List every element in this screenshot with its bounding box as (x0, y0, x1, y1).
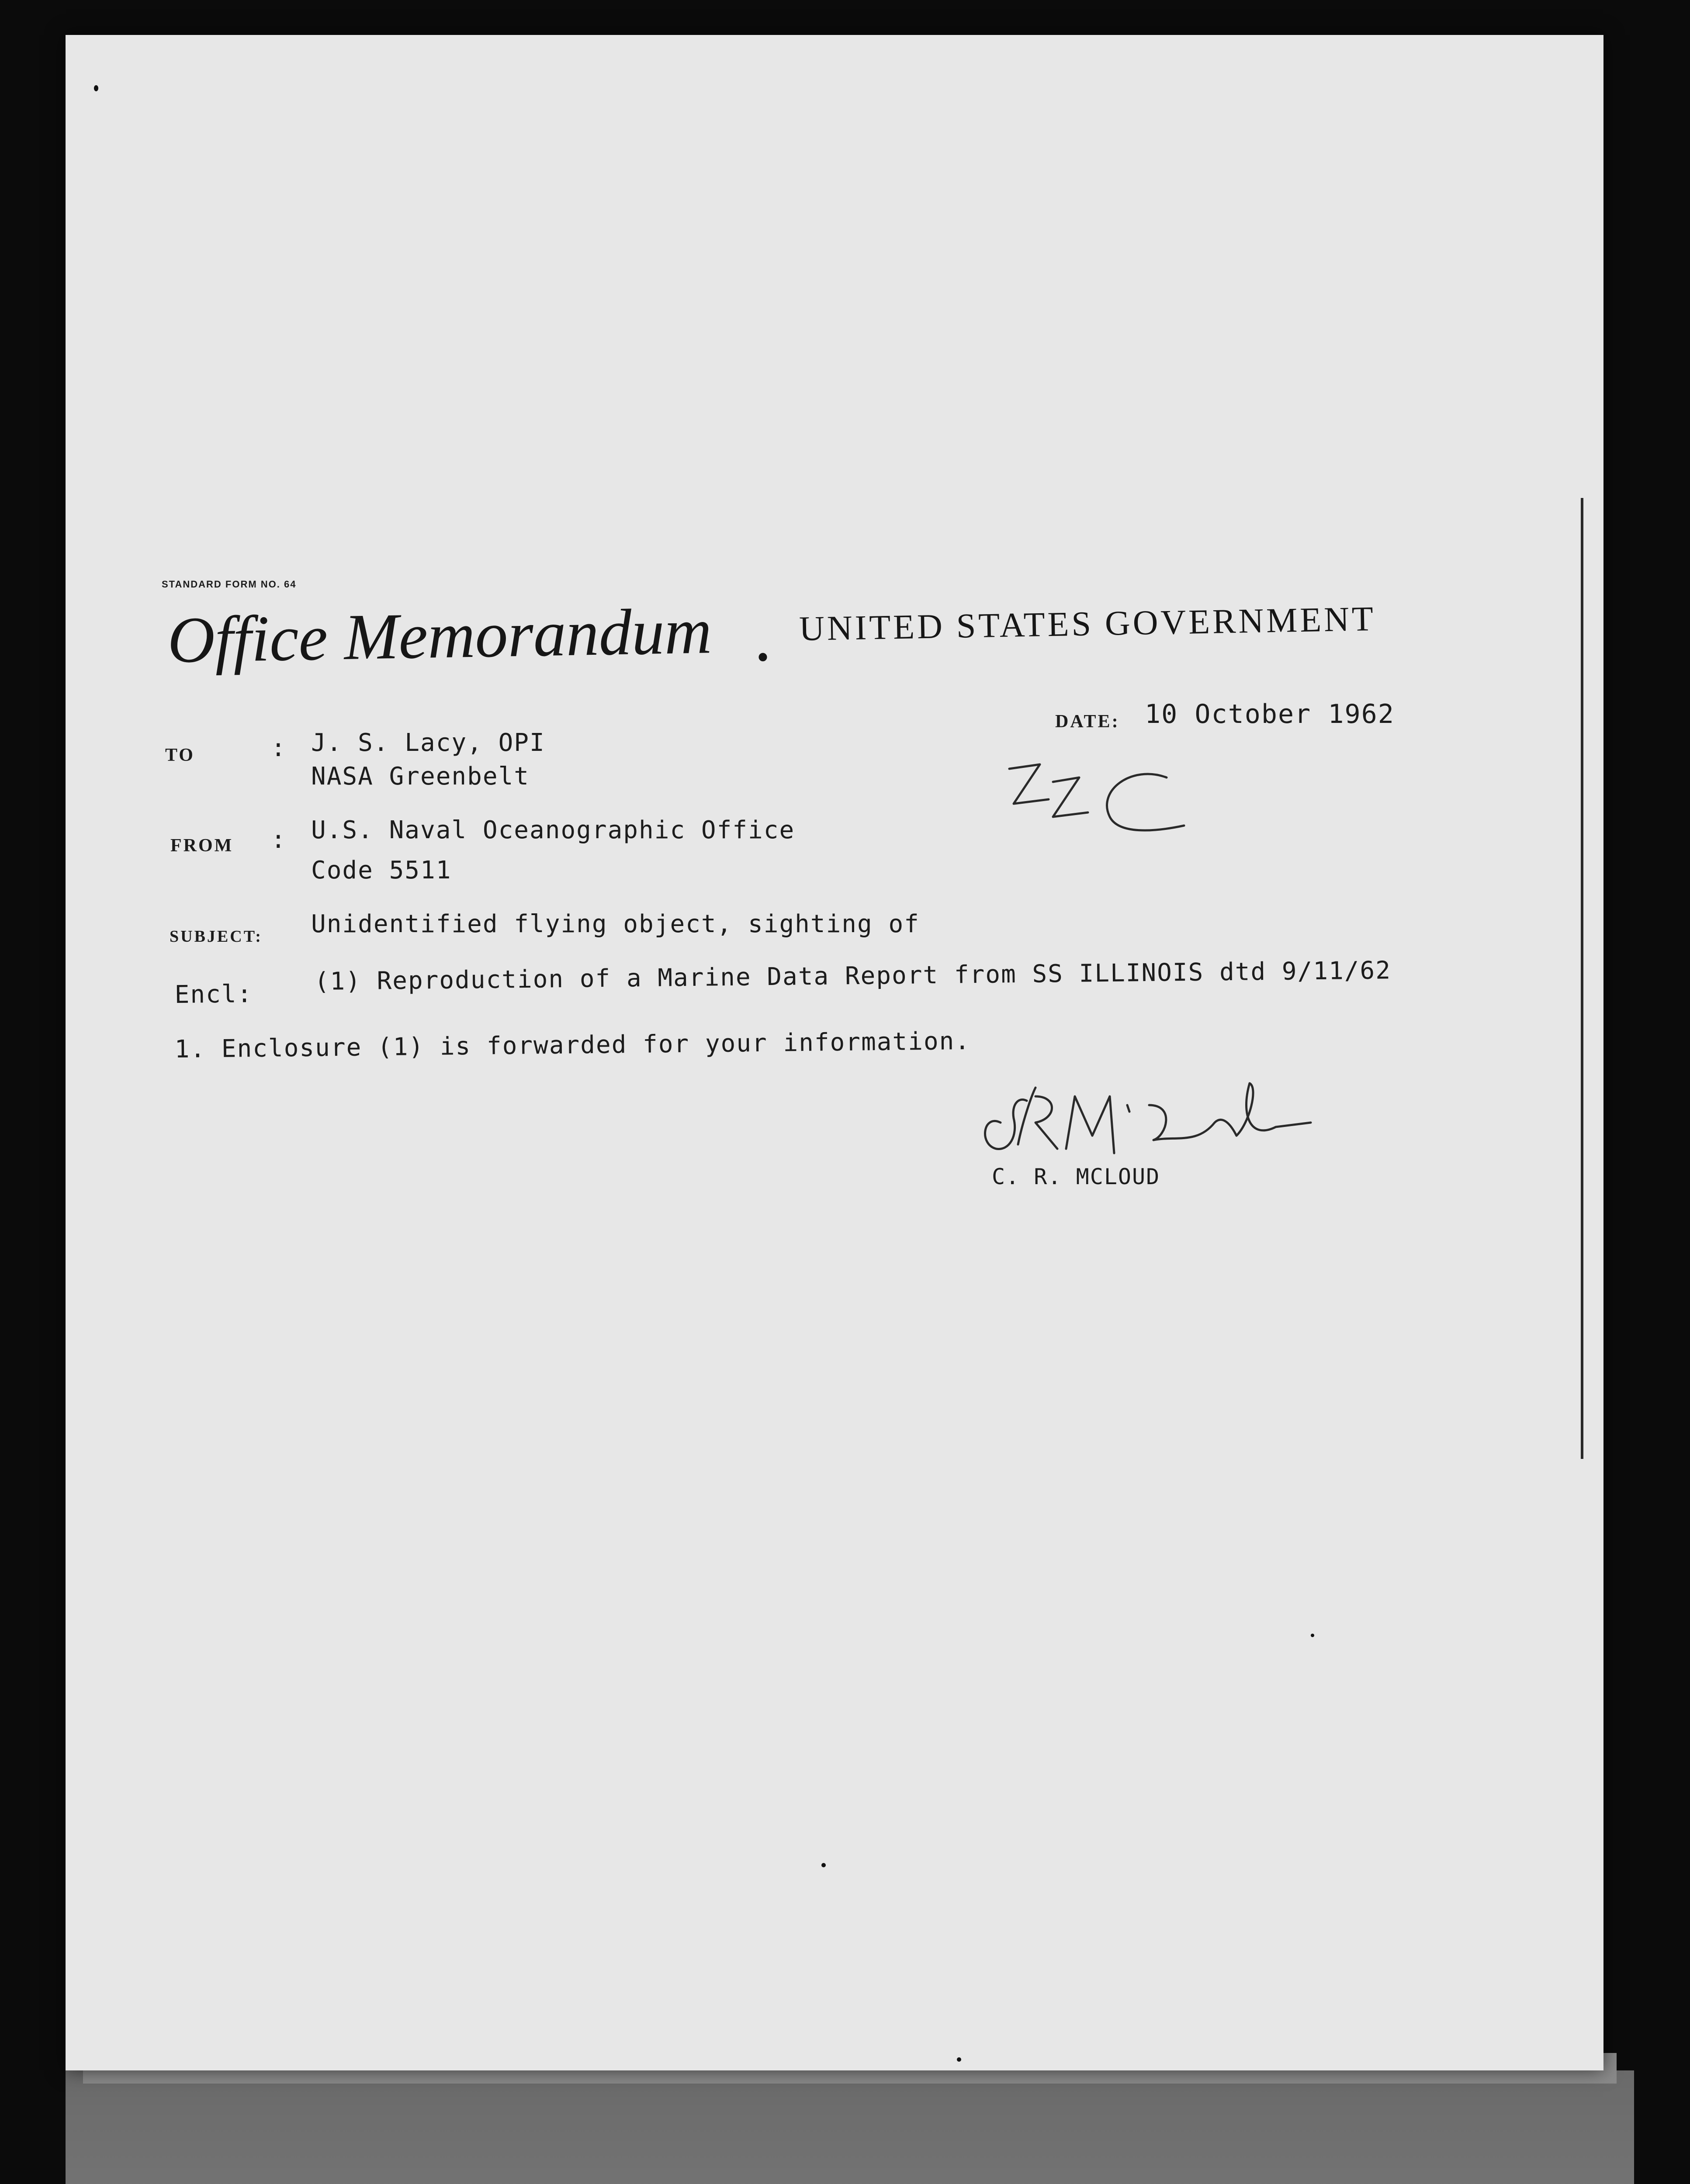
agency-heading: UNITED STATES GOVERNMENT (799, 599, 1376, 649)
subject-value: Unidentified flying object, sighting of (311, 910, 920, 938)
date-value: 10 October 1962 (1145, 699, 1395, 729)
date-label: DATE: (1055, 712, 1120, 732)
memo-title: Office Memorandum (167, 594, 713, 677)
to-line-1: J. S. Lacy, OPI (311, 729, 545, 757)
sig-c (985, 1099, 1027, 1149)
body-paragraph: 1. Enclosure (1) is forwarded for your information. (174, 1026, 971, 1064)
signature (970, 1070, 1319, 1179)
subject-label: SUBJECT: (170, 927, 263, 946)
sig-m (1066, 1096, 1114, 1153)
enclosure-label: Encl: (174, 980, 253, 1009)
enclosure-value: (1) Reproduction of a Marine Data Report from SS ILLINOIS dtd 9/11/62 (314, 956, 1392, 996)
sig-apostrophe (1127, 1105, 1129, 1112)
to-colon: : (271, 734, 287, 762)
dust-speck (821, 1863, 826, 1867)
initial-stroke-1 (1009, 764, 1049, 804)
from-colon: : (271, 826, 287, 854)
from-line-2: Code 5511 (311, 856, 452, 885)
dust-speck (957, 2057, 961, 2062)
initial-stroke-3 (1107, 774, 1184, 830)
to-line-2: NASA Greenbelt (311, 762, 530, 791)
backing-sheet (66, 2070, 1634, 2184)
from-label: FROM (170, 836, 234, 856)
page-edge-line (1581, 498, 1583, 1459)
from-line-1: U.S. Naval Oceanographic Office (311, 816, 795, 844)
signatory-name: C. R. MCLOUD (992, 1164, 1160, 1189)
dust-speck (94, 85, 98, 91)
dust-speck (1311, 1634, 1314, 1637)
handwritten-initials (1001, 751, 1202, 852)
to-label: TO (165, 745, 195, 765)
sig-loud (1149, 1083, 1311, 1140)
form-number: STANDARD FORM NO. 64 (162, 579, 297, 590)
sig-r (1018, 1088, 1057, 1149)
initial-stroke-2 (1053, 778, 1088, 817)
title-separator: • (757, 638, 769, 677)
